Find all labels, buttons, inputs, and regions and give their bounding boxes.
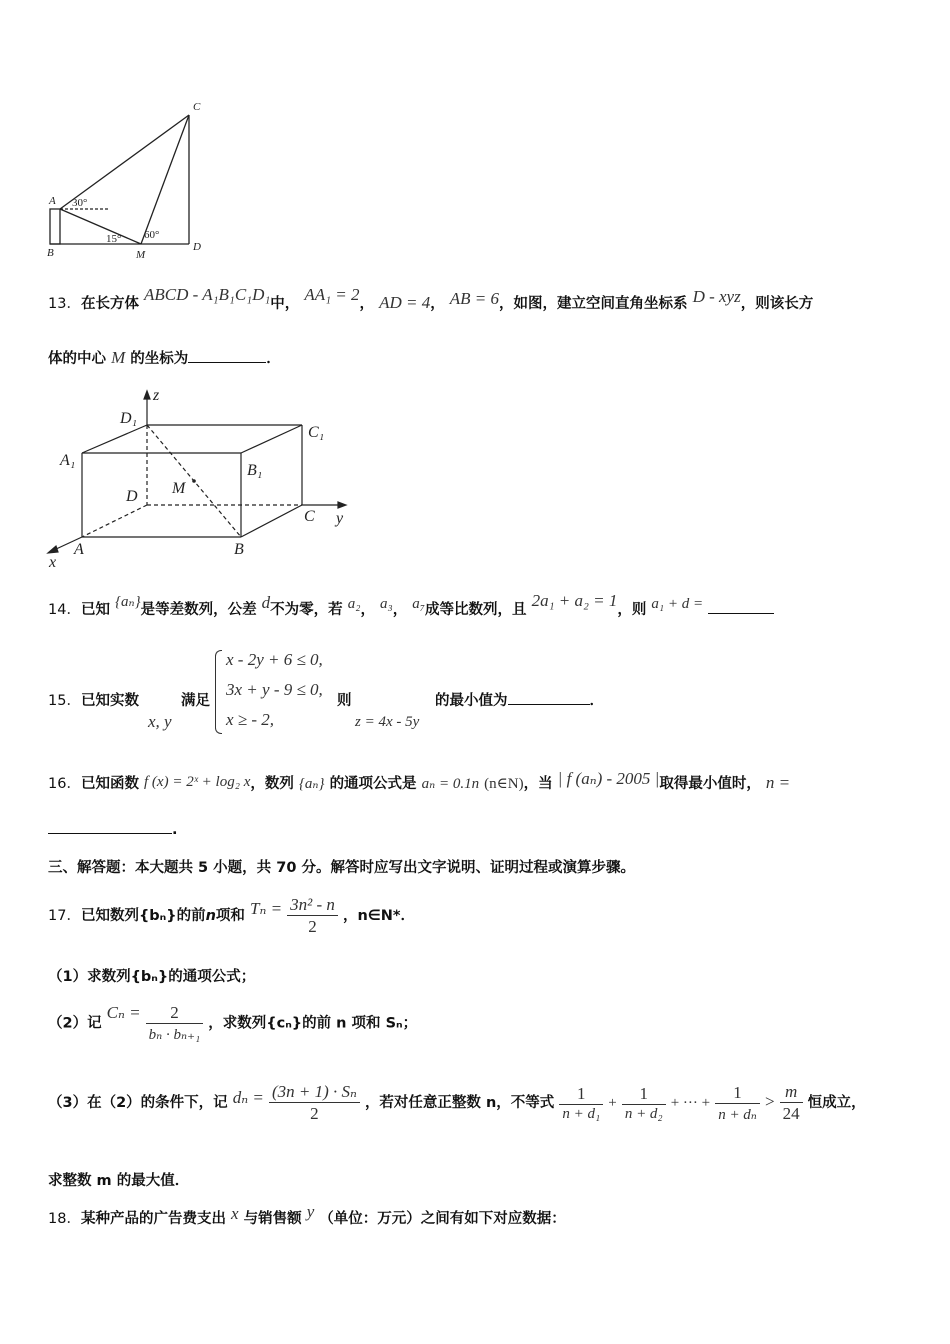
q17-text3: ，n∈N*． <box>342 908 415 924</box>
q16-text4: ，当 <box>523 776 553 792</box>
q16-line2 <box>48 822 178 838</box>
q16-neq: n = <box>765 773 791 792</box>
q15-text4: 的最小值为 <box>435 693 508 709</box>
q18-stem <box>48 1202 566 1228</box>
q14-text5: ，则 <box>617 602 647 618</box>
label-M: M <box>136 249 146 261</box>
q14-a3: a₃ <box>380 596 393 612</box>
q16-number: 16． <box>48 776 81 792</box>
q13-line1: 13．在长方体 ABCD - A₁B₁C₁D₁中， AA₁ = 2， AD = 4， AB = 6，如图，建立空间直角坐标系 D - xyz，则该长方 <box>48 285 814 312</box>
q17-plus: + <box>608 1095 617 1111</box>
q13-line2 <box>48 347 281 368</box>
q13-system: D - xyz <box>692 287 741 306</box>
label-B: B <box>47 247 54 259</box>
q15-answer-blank[interactable] <box>508 704 590 705</box>
q15-text3: 则 <box>337 693 352 709</box>
q17-stem <box>48 895 415 937</box>
label-y-axis: y <box>336 510 344 527</box>
q17-cn-fraction <box>146 1003 204 1044</box>
q14-sep1: ， <box>360 602 375 618</box>
q14-seq: {aₙ} <box>115 594 141 610</box>
q17-term3-num: 1 <box>733 1082 742 1102</box>
q17-part2 <box>48 1003 417 1044</box>
q17-part2-text2: ，求数列{cₙ}的前 n 项和 Sₙ； <box>208 1015 418 1032</box>
q14-line <box>48 591 774 619</box>
q17-text2: 项和 <box>215 908 245 924</box>
q17-cn-numerator: 2 <box>170 1003 179 1022</box>
q13-text2: 中， <box>270 296 300 312</box>
q14-number: 14． <box>48 602 81 618</box>
label-B1: B₁ <box>247 462 263 479</box>
q14-a2: a₂ <box>347 596 361 612</box>
q15-text1: 已知实数 <box>80 693 139 709</box>
label-A1: A₁ <box>60 452 76 469</box>
label-B: B <box>234 541 244 558</box>
q17-tn-fraction <box>287 895 338 937</box>
q14-expr: a₁ + d = <box>651 596 704 612</box>
q15-objective: z = 4x - 5y <box>355 714 420 730</box>
q16-text2: ，数列 <box>250 776 294 792</box>
q13-end: ． <box>266 351 281 367</box>
q15-constraint2: 3x + y - 9 ≤ 0, <box>226 680 323 699</box>
q14-a7: a₇ <box>412 596 425 612</box>
q13-ab: AB = 6 <box>449 289 500 308</box>
q13-box: ABCD - A₁B₁C₁D₁ <box>144 285 271 304</box>
q13-answer-blank[interactable] <box>188 362 266 363</box>
q15-constraint3: x ≥ - 2, <box>226 710 275 729</box>
q17-gt: > <box>764 1092 775 1111</box>
q15-number: 15． <box>48 693 81 709</box>
q17-part2-text1: （2）记 <box>48 1015 102 1032</box>
q17-part3-text2: ，若对任意正整数 n，不等式 <box>364 1095 555 1111</box>
q17-cn-denominator: bₙ · bₙ₊₁ <box>146 1023 204 1044</box>
q17-term1-num: 1 <box>577 1083 586 1103</box>
q18-y: y <box>306 1202 315 1221</box>
label-D: D <box>126 488 138 505</box>
q16-domain: (n∈N) <box>484 776 524 792</box>
q15-brace <box>215 650 222 734</box>
q17-m-num: m <box>784 1082 798 1101</box>
q17-text1: 已知数列{bₙ}的前 <box>80 908 206 924</box>
q13-text3: ，如图，建立空间直角坐标系 <box>499 296 688 312</box>
q15-prefix <box>48 689 139 710</box>
q15-line-end <box>435 689 604 710</box>
q14-d: d <box>261 593 271 612</box>
q17-part3-text3: 恒成立， <box>807 1095 866 1111</box>
q17-tn-numerator: 3n² - n <box>290 895 335 914</box>
q17-term1 <box>559 1084 603 1123</box>
q15-end: ． <box>589 693 604 709</box>
q17-cn: Cₙ = <box>106 1002 141 1022</box>
angle-30: 30° <box>72 197 88 209</box>
q13-text4: ，则该长方 <box>740 296 814 312</box>
label-D: D <box>193 241 201 253</box>
label-M-center: M <box>172 480 186 497</box>
q13-aa1: AA₁ = 2 <box>304 285 360 304</box>
q16-text3: 的通项公式是 <box>329 776 417 792</box>
q17-m-den: 24 <box>780 1102 803 1124</box>
q13-ad: AD = 4 <box>379 293 431 312</box>
q17-dn-fraction <box>269 1082 360 1124</box>
q17-m-fraction <box>780 1082 803 1124</box>
q13-number: 13． <box>48 296 81 312</box>
label-z-axis: z <box>153 387 160 404</box>
q13-text5: 体的中心 <box>48 351 106 367</box>
triangle-figure <box>40 98 220 268</box>
q13-text6: 的坐标为 <box>130 351 189 367</box>
q16-end: . <box>172 822 178 838</box>
q16-line1 <box>48 769 791 793</box>
q15-constraint1: x - 2y + 6 ≤ 0, <box>226 650 323 669</box>
cuboid-figure <box>40 385 370 575</box>
q13-text1: 在长方体 <box>80 296 139 312</box>
q17-tn: Tₙ = <box>249 899 283 918</box>
q14-text4: 成等比数列，且 <box>425 602 527 618</box>
q17-term2-den: n + d₂ <box>622 1104 666 1123</box>
label-C: C <box>193 101 201 113</box>
q18-x: x <box>231 1204 239 1223</box>
q17-dn: dₙ = <box>232 1088 264 1107</box>
q17-term2 <box>622 1084 666 1123</box>
q16-function: f (x) = 2ˣ + log₂ x <box>144 774 251 790</box>
q13-m-var: M <box>111 348 126 367</box>
q18-text1: 某种产品的广告费支出 <box>80 1211 226 1227</box>
q14-text2: 是等差数列，公差 <box>140 602 257 618</box>
q17-term3 <box>715 1083 760 1124</box>
q18-text3: （单位：万元）之间有如下对应数据： <box>319 1211 566 1227</box>
q16-text1: 已知函数 <box>80 776 139 792</box>
q16-answer-blank[interactable] <box>48 833 172 834</box>
q16-an: aₙ = 0.1n <box>421 776 480 792</box>
q17-n: n <box>205 908 216 924</box>
q17-part4: 求整数 m 的最大值． <box>48 1173 190 1189</box>
q17-dn-denominator: 2 <box>269 1102 360 1124</box>
q18-text2: 与销售额 <box>243 1211 302 1227</box>
q16-seq: {aₙ} <box>298 776 325 792</box>
q17-part3 <box>48 1082 866 1124</box>
q17-part3-text1: （3）在（2）的条件下，记 <box>48 1095 228 1111</box>
q15-vars: x, y <box>148 712 172 731</box>
label-x-axis: x <box>49 554 57 571</box>
q17-term1-den: n + d₁ <box>559 1104 603 1123</box>
q14-answer-blank[interactable] <box>708 613 774 614</box>
q14-sep2: ， <box>392 602 408 618</box>
label-D1: D₁ <box>120 410 138 427</box>
q14-condition: 2a₁ + a₂ = 1 <box>531 591 618 610</box>
q16-text5: 取得最小值时， <box>659 776 761 792</box>
label-A: A <box>74 541 84 558</box>
label-C: C <box>304 508 315 525</box>
section3-heading: 三、解答题：本大题共 5 小题，共 70 分。解答时应写出文字说明、证明过程或演算步骤。 <box>48 860 635 876</box>
angle-60: 60° <box>144 229 160 241</box>
q17-term2-num: 1 <box>639 1083 648 1103</box>
label-C1: C₁ <box>308 424 325 441</box>
q14-text3: 不为零，若 <box>270 602 343 618</box>
q17-number: 17． <box>48 908 81 924</box>
q17-dn-numerator: (3n + 1) · Sₙ <box>271 1082 357 1101</box>
q15-text2: 满足 <box>181 693 210 709</box>
angle-15: 15° <box>106 233 122 245</box>
q17-part1: （1）求数列{bₙ}的通项公式； <box>48 969 256 985</box>
q18-number: 18． <box>48 1211 81 1227</box>
q17-term3-den: n + dₙ <box>715 1103 760 1124</box>
q14-text1: 已知 <box>80 602 110 618</box>
q17-tn-denominator: 2 <box>287 915 338 937</box>
label-A: A <box>49 195 56 207</box>
q17-dots: + ··· + <box>670 1095 711 1111</box>
q16-abs: | f (aₙ) - 2005 | <box>557 769 660 788</box>
